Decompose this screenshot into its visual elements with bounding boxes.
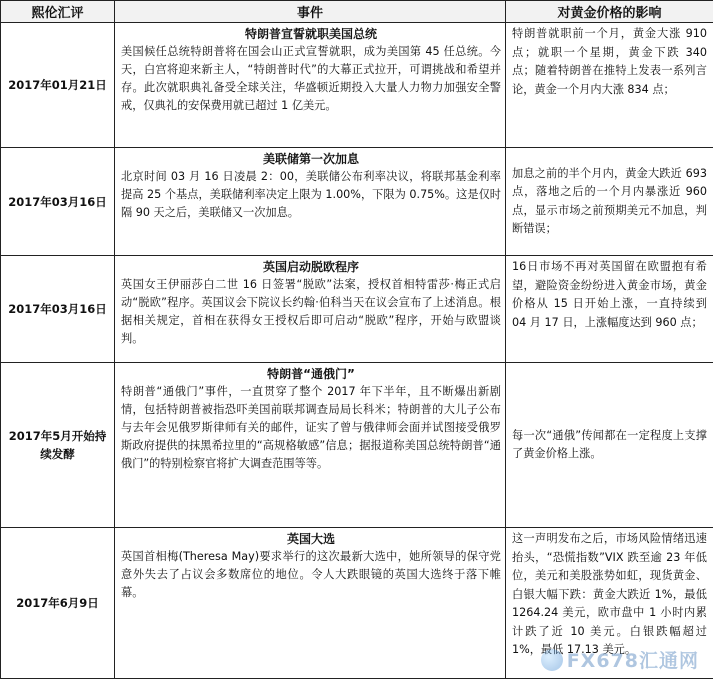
event-cell (115, 23, 506, 148)
gold-impact: 16日市场不再对英国留在欧盟抱有希望，避险资金纷纷进入黄金市场，黄金价格从 15 日开始上涨，一直持续到 04 月 17 日，上涨幅度达到 960 点； (506, 256, 713, 363)
event-date: 2017年01月21日 (1, 23, 115, 148)
event-title: 特朗普“通俄门” (267, 367, 355, 381)
event-cell (115, 528, 506, 679)
event-date: 2017年03月16日 (1, 148, 115, 256)
table-header-row (1, 1, 713, 23)
event-date: 2017年03月16日 (1, 256, 115, 363)
header-event: 事件 (115, 1, 506, 23)
event-description: 北京时间 03 月 16 日凌晨 2：00，美联储公布利率决议，将联邦基金利率提高 25 个基点，美联储利率决定上限为 1.00%，下限为 0.75%。这是仅时隔 90 天之后，美联储又一次加息。 (121, 170, 501, 219)
event-title: 英国启动脱欧程序 (262, 260, 359, 274)
event-title: 特朗普宣誓就职美国总统 (244, 27, 377, 41)
event-description: 特朗普“通俄门”事件，一直贯穿了整个 2017 年下半年，且不断爆出新剧情，包括特朗普被指恐吓美国前联邦调查局局长科米；特朗普的大儿子公布与去年会见俄罗斯律师有关的邮件，证实了曾与俄律师会面并试图接受俄罗斯政府提供的抹黑希拉里的“高规格敏感”信息；据报道称美国总统特朗普“通俄门”的特别检察官将扩大调查范围等等。 (121, 385, 501, 470)
header-commentary: 熙伦汇评 (1, 1, 115, 23)
watermark-text: FX678汇通网 (566, 650, 699, 672)
table-row (1, 363, 713, 528)
gold-impact: 加息之前的半个月内，黄金大跌近 693 点，落地之后的一个月内暴涨近 960 点，显示市场之前预期美元不加息，判断错误； (506, 148, 713, 256)
event-cell (115, 148, 506, 256)
event-description: 英国首相梅(Theresa May)要求举行的这次最新大选中，她所领导的保守党意外失去了占议会多数席位的地位。令人大跌眼镜的英国大选终于落下帷幕。 (121, 550, 501, 599)
gold-impact: 每一次“通俄”传闻都在一定程度上支撑了黄金价格上涨。 (506, 363, 713, 528)
table-row (1, 256, 713, 363)
table-row (1, 23, 713, 148)
event-cell (115, 363, 506, 528)
event-date: 2017年5月开始持续发酵 (1, 363, 115, 528)
event-description: 美国候任总统特朗普将在国会山正式宣誓就职，成为美国第 45 任总统。今天，白宫将迎来新主人，“特朗普时代”的大幕正式拉开，可谓挑战和希望并存。此次就职典礼备受全球关注，华盛顿近期投入大量人力物力加强安全警戒，仅典礼的安保费用就已超过 1 亿美元。 (121, 45, 501, 112)
table-row (1, 528, 713, 679)
header-impact: 对黄金价格的影响 (506, 1, 713, 23)
gold-impact: 这一声明发布之后，市场风险情绪迅速抬头，“恐慌指数”VIX 跌至逾 23 年低位，美元和美股涨势如虹，现货黄金、白银大幅下跌：黄金大跌近 1%，最低 1264.24 美元，欧市盘中 1 小时内累计跌了近 10 美元。白银跌幅超过 1%，最低 17.13 美元。 (506, 528, 713, 679)
table-row (1, 148, 713, 256)
gold-impact: 特朗普就职前一个月，黄金大涨 910 点；就职一个星期，黄金下跌 340 点；随着特朗普在推特上发表一系列言论，黄金一个月内大涨 834 点； (506, 23, 713, 148)
event-title: 英国大选 (286, 532, 335, 546)
event-title: 美联储第一次加息 (262, 152, 359, 166)
event-description: 英国女王伊丽莎白二世 16 日签署“脱欧”法案，授权首相特雷莎·梅正式启动“脱欧”程序。英国议会下院议长约翰·伯科当天在议会宣布了上述消息。根据相关规定，首相在获得女王授权后即可启动“脱欧”程序，开始与欧盟谈判。 (121, 278, 501, 345)
event-cell (115, 256, 506, 363)
event-date: 2017年6月9日 (1, 528, 115, 679)
